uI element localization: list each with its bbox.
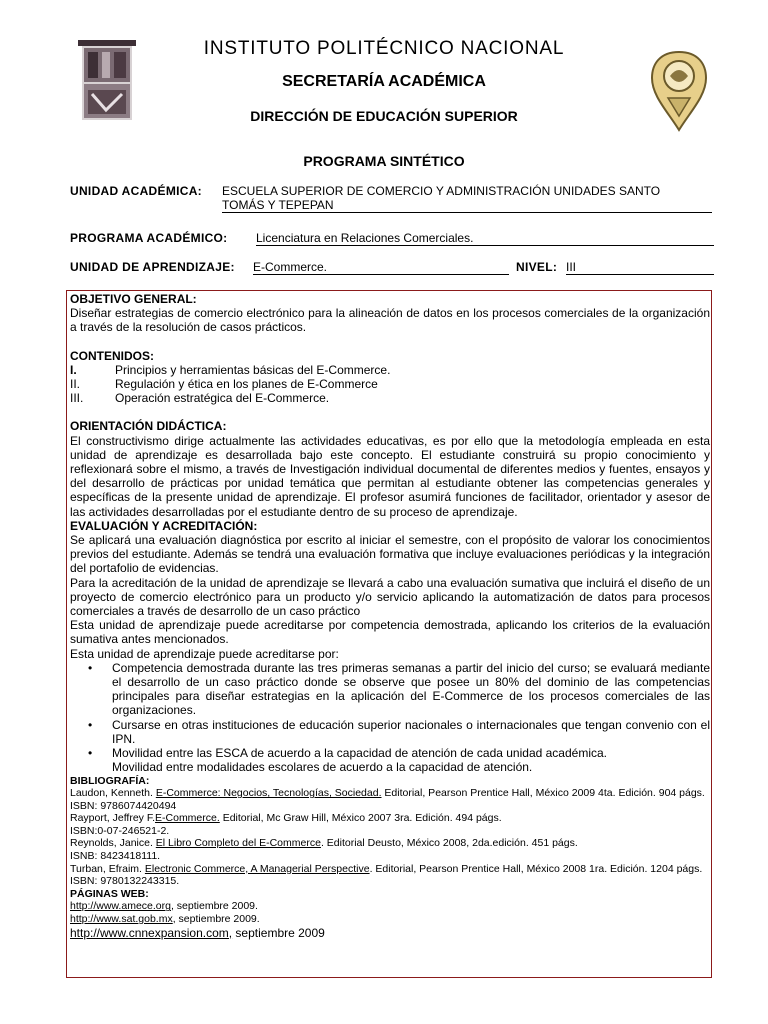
bibliografia-title: BIBLIOGRAFÍA: <box>70 774 150 787</box>
evaluacion-title: EVALUACIÓN Y ACREDITACIÓN: <box>70 518 258 533</box>
orientacion-title: ORIENTACIÓN DIDÁCTICA: <box>70 419 227 434</box>
bib-entry: ISBN:0-07-246521-2. <box>70 824 170 837</box>
web-title: PÁGINAS WEB: <box>70 887 149 900</box>
program-content <box>70 292 710 940</box>
evaluacion-p2: Para la acreditación de la unidad de aprendizaje se llevará a cabo una evaluación sumativa que incluirá el diseño de un proyecto de comercio electrónico para un producto y/o servicio aplicando la automatización de datos para procesos comerciales a través de desarrollo de un caso práctico <box>70 575 710 619</box>
bullet-item: • Competencia demostrada durante las tres primeras semanas a partir del inicio del curso; se evaluará mediante el desarrollo de un caso práctico donde se observe que posee un 80% del dominio de las competencias principales para diseñar estrategias en la aplicación del E-Commerce de los procesos comerciales de las organizaciones. <box>88 660 710 718</box>
web-date: , septiembre 2009. <box>172 913 260 926</box>
programa-academico-value: Licenciatura en Relaciones Comerciales. <box>256 231 714 246</box>
unidad-academica-value: ESCUELA SUPERIOR DE COMERCIO Y ADMINISTRACIÓN UNIDADES SANTO TOMÁS Y TEPEPAN <box>222 184 712 213</box>
unidad-aprendizaje-value: E-Commerce. <box>253 260 509 275</box>
programa-academico-label: PROGRAMA ACADÉMICO: <box>70 231 228 245</box>
nivel-value: III <box>566 260 714 275</box>
bullet-item: • Movilidad entre las ESCA de acuerdo a la capacidad de atención de cada unidad académica. <box>88 746 607 761</box>
contenido-item: I. Principios y herramientas básicas del E-Commerce. <box>70 362 391 377</box>
objetivo-text: Diseñar estrategias de comercio electrónico para la alineación de datos en los procesos comerciales de la organización a través de la resolución de casos prácticos. <box>70 306 710 335</box>
orientacion-text: El constructivismo dirige actualmente las actividades educativas, es por ello que la metodología empleada en esta unidad de aprendizaje es desarrollada bajo este concepto. El estudiante construirá su propio conocimiento y reflexionará sobre el mismo, a través de Investigación individual documental de diferentes medios y fuentes, ensayos y del desarrollo de prácticas por unidad temática que permitan al estudiante obtener las competencias generales y específicas de la presente unidad de aprendizaje. El profesor asumirá funciones de facilitador, orientador y asesor de las actividades desarrolladas por el estudiante dentro de su proceso de aprendizaje. <box>70 433 710 519</box>
web-link-cnnexpansion[interactable]: http://www.cnnexpansion.com, <box>70 925 233 940</box>
bullet-extra: Movilidad entre modalidades escolares de acuerdo a la capacidad de atención. <box>112 760 533 775</box>
nivel-label: NIVEL: <box>516 260 558 274</box>
web-link-sat[interactable]: http://www.sat.gob.mx <box>70 913 173 926</box>
contenido-item: II. Regulación y ética en los planes de E-Commerce <box>70 377 378 392</box>
bullet-item: • Cursarse en otras instituciones de educación superior nacionales o internacionales que tengan convenio con el IPN. <box>88 717 710 746</box>
institution-title: INSTITUTO POLITÉCNICO NACIONAL <box>203 38 565 59</box>
web-date: septiembre 2009 <box>232 925 325 940</box>
bib-entry: ISNB: 8423418111. <box>70 850 161 863</box>
bib-entry: Turban, Efraim. Electronic Commerce, A Managerial Perspective. Editorial, Pearson Prentice Hall, México 2008 1ra. Edición. 1204 págs. ISBN: 9780132243315. <box>70 862 703 888</box>
objetivo-title: OBJETIVO GENERAL: <box>70 292 197 306</box>
bib-entry: Reynolds, Janice. El Libro Completo del E-Commerce. Editorial Deusto, México 2008, 2da.edición. 451 págs. <box>70 837 578 850</box>
contenido-item: III. Operación estratégica del E-Commerce. <box>70 391 330 406</box>
web-link-amece[interactable]: http://www.amece.org <box>70 900 171 913</box>
bib-entry: Laudon, Kenneth. E-Commerce: Negocios, Tecnologías, Sociedad. Editorial, Pearson Prentice Hall, México 2009 4ta. Edición. 904 págs. ISBN: 9786074420494 <box>70 787 705 812</box>
evaluacion-p4: Esta unidad de aprendizaje puede acreditarse por: <box>70 646 339 661</box>
contenidos-title: CONTENIDOS: <box>70 348 154 363</box>
secretaria-title: SECRETARÍA ACADÉMICA <box>282 73 486 90</box>
unidad-academica-label: UNIDAD ACADÉMICA: <box>70 184 202 198</box>
evaluacion-p1: Se aplicará una evaluación diagnóstica por escrito al iniciar el semestre, con el propósito de valorar los conocimientos previos del estudiante. Además se tendrá una evaluación formativa que incluye evaluaciones periódicas y la integración del portafolio de evidencias. <box>70 533 710 576</box>
direccion-title: DIRECCIÓN DE EDUCACIÓN SUPERIOR <box>250 108 518 124</box>
unidad-aprendizaje-label: UNIDAD DE APRENDIZAJE: <box>70 260 235 274</box>
bib-entry: Rayport, Jeffrey F.E-Commerce. Editorial, Mc Graw Hill, México 2007 3ra. Edición. 494 págs. <box>70 812 502 825</box>
evaluacion-p3: Esta unidad de aprendizaje puede acreditarse por competencia demostrada, aplicando los criterios de la evaluación sumativa antes mencionados. <box>70 618 710 647</box>
programa-title: PROGRAMA SINTÉTICO <box>303 153 465 169</box>
web-date: , septiembre 2009. <box>170 900 258 913</box>
